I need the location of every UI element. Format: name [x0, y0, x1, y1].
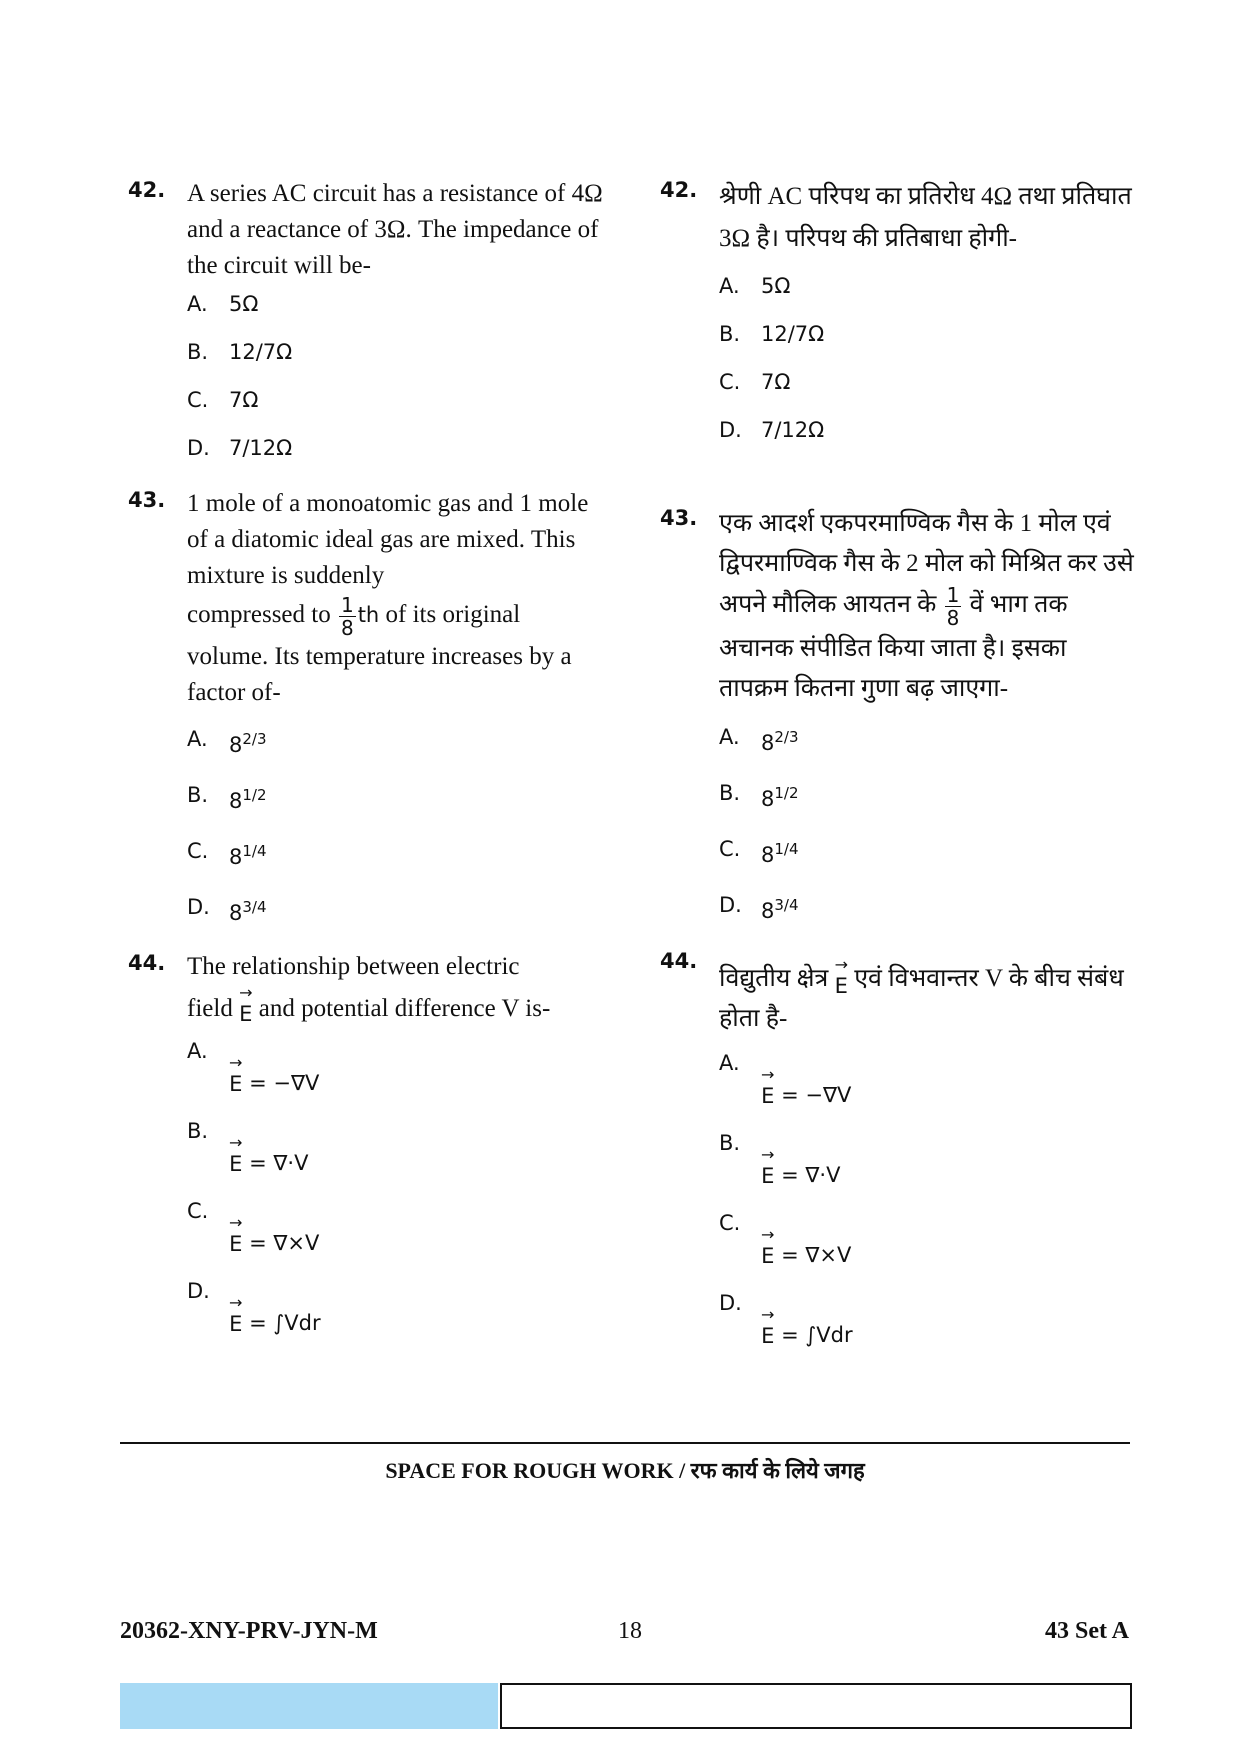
rough-work-label: SPACE FOR ROUGH WORK / रफ कार्य के लिये जगह: [385, 1458, 865, 1483]
options-list: [719, 1049, 1140, 1349]
option-c[interactable]: C. 7Ω: [719, 370, 791, 394]
question-44-hi: [660, 947, 1140, 1349]
option-c[interactable]: C. $8^{1/4}$: [187, 839, 267, 869]
option-b[interactable]: B. 12/7Ω: [719, 322, 825, 346]
question-text: The relationship between electric field → E and potential difference V is-: [187, 953, 551, 1026]
question-number: 43.: [660, 506, 698, 530]
question-43-en: [128, 486, 608, 927]
english-column: [128, 176, 608, 1357]
question-text: विद्युतीय क्षेत्र → E एवं विभवान्तर V के बीच संबंध होता है-: [719, 955, 1124, 1032]
question-44-en: [128, 949, 608, 1337]
option-c[interactable]: C. → E = ∇×V: [719, 1211, 852, 1268]
divider-line: [120, 1442, 1130, 1444]
option-b[interactable]: B. $8^{1/2}$: [187, 783, 267, 813]
vector-e: → E: [834, 955, 848, 998]
page-number: 18: [618, 1618, 642, 1644]
options-list: [187, 725, 608, 927]
question-text: श्रेणी AC परिपथ का प्रतिरोध 4Ω तथा प्रतिघात 3Ω है। परिपथ की प्रतिबाधा होगी-: [719, 183, 1132, 252]
question-text: A series AC circuit has a resistance of 4Ω and a reactance of 3Ω. The impedance of the circuit will be-: [187, 180, 603, 279]
question-number: 42.: [660, 178, 698, 202]
question-number: 44.: [660, 949, 698, 973]
option-d[interactable]: D. $8^{3/4}$: [719, 893, 799, 923]
option-d[interactable]: D. → E = ∫Vdr: [719, 1291, 853, 1348]
option-d[interactable]: D. → E = ∫Vdr: [187, 1279, 321, 1336]
vector-e: → E: [239, 983, 253, 1026]
question-43-hi: [660, 504, 1140, 925]
option-a[interactable]: A. $8^{2/3}$: [187, 727, 267, 757]
question-42-hi: [660, 176, 1140, 444]
paper-code: 20362-XNY-PRV-JYN-M: [120, 1618, 378, 1644]
option-b[interactable]: B. → E = ∇·V: [187, 1119, 309, 1176]
fraction: $\frac{1}{8}$: [946, 583, 960, 630]
question-number: 44.: [128, 951, 166, 975]
options-list: [719, 272, 1140, 444]
option-b[interactable]: B. → E = ∇·V: [719, 1131, 841, 1188]
fraction: $\frac{1}{8}$: [340, 593, 354, 640]
question-text: एक आदर्श एकपरमाण्विक गैस के 1 मोल एवं द्विपरमाण्विक गैस के 2 मोल को मिश्रित कर उसे अपने मौलिक आयतन के $\frac{1}{8}$ वें भाग तक अचानक संपीडित किया जाता है। इसका तापक्रम कितना गुणा बढ़ जाएगा-: [719, 510, 1134, 702]
option-d[interactable]: D. 7/12Ω: [187, 436, 293, 460]
option-c[interactable]: C. → E = ∇×V: [187, 1199, 320, 1256]
options-list: [187, 1037, 608, 1337]
option-a[interactable]: A. 5Ω: [719, 274, 791, 298]
set-label: 43 Set A: [1045, 1618, 1129, 1644]
option-c[interactable]: C. $8^{1/4}$: [719, 837, 799, 867]
option-d[interactable]: D. 7/12Ω: [719, 418, 825, 442]
option-b[interactable]: B. $8^{1/2}$: [719, 781, 799, 811]
question-text: 1 mole of a monoatomic gas and 1 mole of a diatomic ideal gas are mixed. This mixture is suddenly compressed to $\frac{1}{8}$ th of its original volume. Its temperature increases by a factor of-: [187, 490, 589, 706]
option-d[interactable]: D. $8^{3/4}$: [187, 895, 267, 925]
option-a[interactable]: A. → E = −∇V: [719, 1051, 852, 1108]
option-a[interactable]: A. → E = −∇V: [187, 1039, 320, 1096]
question-42-en: [128, 176, 608, 462]
question-number: 43.: [128, 488, 166, 512]
option-b[interactable]: B. 12/7Ω: [187, 340, 293, 364]
hindi-column: [660, 176, 1140, 1369]
option-a[interactable]: A. 5Ω: [187, 292, 259, 316]
option-c[interactable]: C. 7Ω: [187, 388, 259, 412]
options-list: [719, 723, 1140, 925]
option-a[interactable]: A. $8^{2/3}$: [719, 725, 799, 755]
footer-color-bar: [120, 1683, 498, 1729]
options-list: [187, 290, 608, 462]
footer-empty-box: [500, 1683, 1132, 1729]
question-number: 42.: [128, 178, 166, 202]
